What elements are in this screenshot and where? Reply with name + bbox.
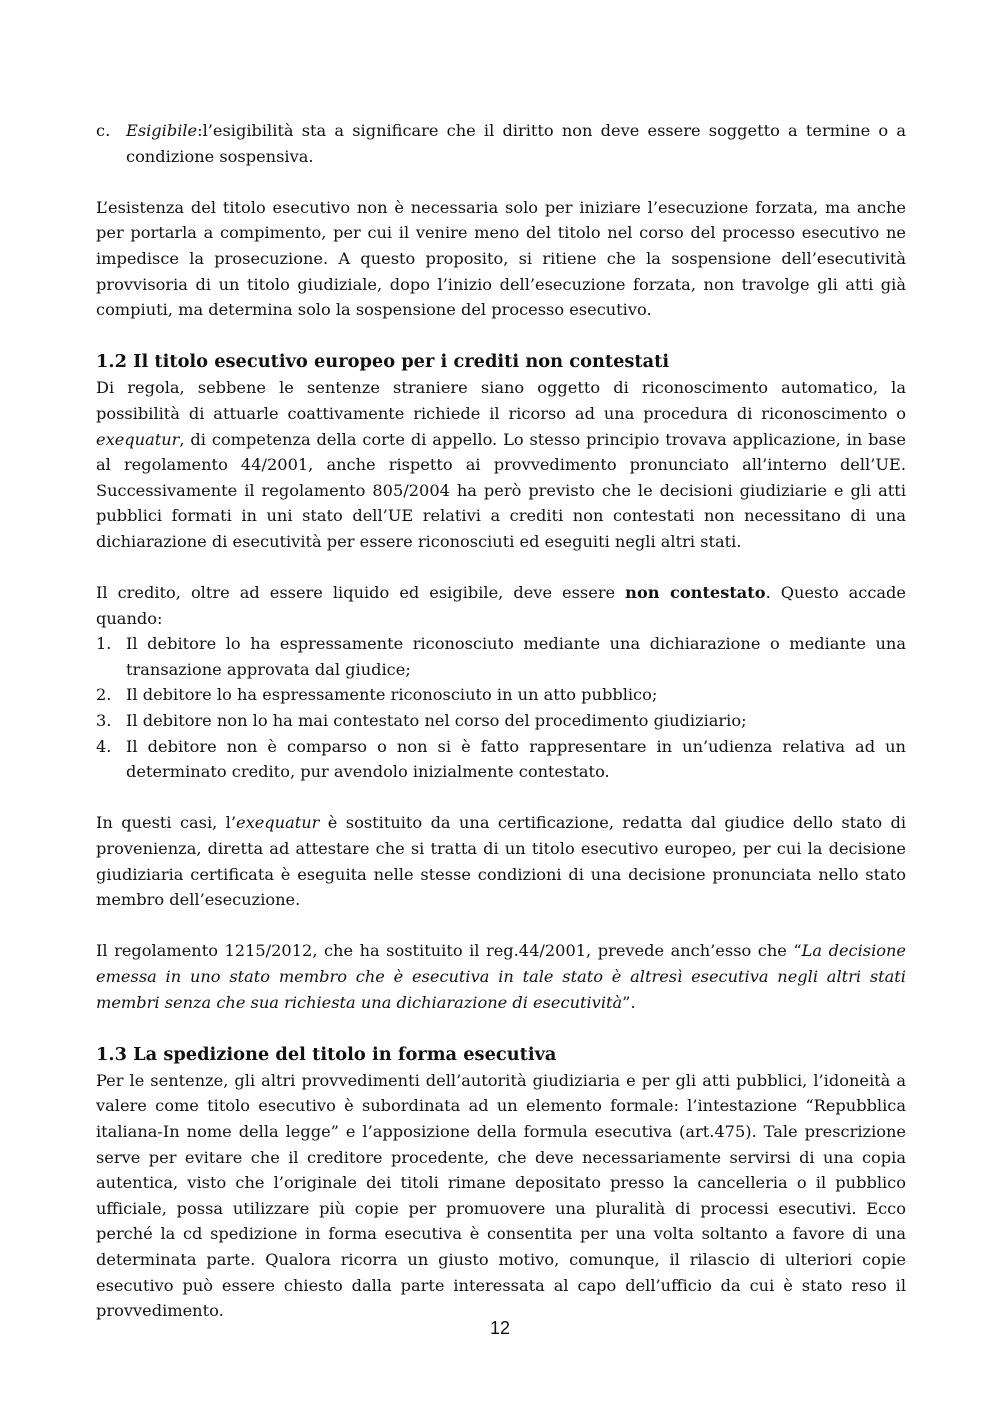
page-number: 12	[489, 1318, 511, 1338]
paragraph: Il regolamento 1215/2012, che ha sostituito il reg.44/2001, prevede anch’esso che “La decisione emessa in uno stato membro che è esecutiva in tale stato è altresì esecutiva negli altri stati membri senza che sua richiesta una dichiarazione di esecutività”.	[96, 941, 907, 1012]
list-item-c	[96, 118, 906, 169]
document-page	[96, 118, 906, 1324]
list-item: 2. Il debitore lo ha espressamente riconosciuto in un atto pubblico;	[96, 685, 658, 705]
paragraph: L’esistenza del titolo esecutivo non è necessaria solo per iniziare l’esecuzione forzata, ma anche per portarla a compimento, per cui il venire meno del titolo nel corso del processo esecutivo ne impedisce la prosecuzione. A questo proposito, si ritiene che la sospensione dell’esecutività provvisoria di un titolo giudiziale, dopo l’inizio dell’esecuzione forzata, non travolge gli atti già compiuti, ma determina solo la sospensione del processo esecutivo.	[96, 197, 906, 320]
list-item-text: :l’esigibilità sta a significare che il diritto non deve essere soggetto a termine o a condizione sospensiva.	[126, 121, 906, 166]
paragraph: In questi casi, l’exequatur è sostituito da una certificazione, redatta dal giudice dello stato di provenienza, diretta ad attestare che si tratta di un titolo esecutivo europeo, per cui la decisione giudiziaria certificata è eseguita nelle stesse condizioni di una decisione pronunciata nello stato membro dell’esecuzione.	[96, 813, 906, 910]
list-item: 3. Il debitore non lo ha mai contestato nel corso del procedimento giudiziario;	[96, 711, 747, 731]
list-item: 4. Il debitore non è comparso o non si è fatto rappresentare in un’udienza relativa ad un determinato credito, pur avendolo inizialmente contestato.	[96, 736, 906, 782]
list-item-number: c.	[96, 121, 111, 140]
list-item: 1. Il debitore lo ha espressamente riconosciuto mediante una dichiarazione o mediante una transazione approvata dal giudice;	[96, 634, 906, 679]
paragraph: Di regola, sebbene le sentenze straniere siano oggetto di riconoscimento automatico, la possibilità di attuarle coattivamente richiede il ricorso ad una procedura di riconoscimento o exequatur, di competenza della corte di appello. Lo stesso principio trovava applicazione, in base al regolamento 44/2001, anche rispetto ai provvedimento pronunciato all’interno dell’UE. Successivamente il regolamento 805/2004 ha però previsto che le decisioni giudiziarie e gli atti pubblici formati in uni stato dell’UE relativi a crediti non contestati non necessitano di una dichiarazione di esecutività per essere riconosciuti ed eseguiti negli altri stati.	[96, 378, 906, 551]
paragraph: Per le sentenze, gli altri provvedimenti dell’autorità giudiziaria e per gli atti pubblici, l’idoneità a valere come titolo esecutivo è subordinata ad un elemento formale: l’intestazione “Repubblica italiana-In nome della legge” e l’apposizione della formula esecutiva (art.475). Tale prescrizione serve per evitare che il creditore procedente, che deve necessariamente servirsi di una copia autentica, visto che l’originale dei titoli rimane depositato presso la cancelleria o il pubblico ufficiale, possa utilizzare più copie per promuovere una pluralità di processi esecutivi. Ecco perché la cd spedizione in forma esecutiva è consentita per una volta soltanto a favore di una determinata parte. Qualora ricorra un giusto motivo, comunque, il rilascio di ulteriori copie esecutivo può essere chiesto dalla parte interessata al capo dell’ufficio da cui è stato reso il provvedimento.	[96, 1070, 906, 1321]
paragraph: Il credito, oltre ad essere liquido ed esigibile, deve essere non contestato. Questo accade quando:	[96, 583, 906, 628]
section-heading-1-3: 1.3 La spedizione del titolo in forma esecutiva	[96, 1043, 557, 1065]
section-heading-1-2: 1.2 Il titolo esecutivo europeo per i crediti non contestati	[96, 351, 670, 373]
term-esigibile: Esigibile	[126, 121, 198, 140]
